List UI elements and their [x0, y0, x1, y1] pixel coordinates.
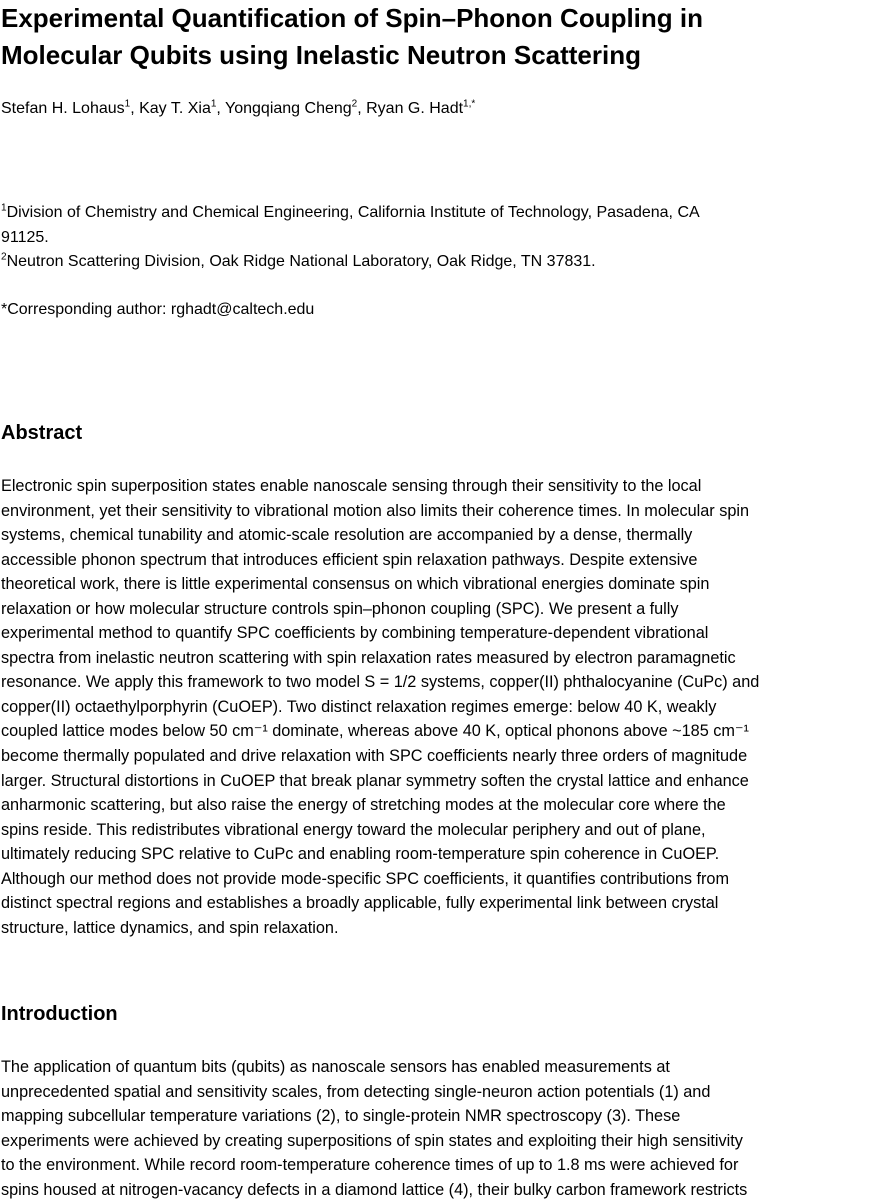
abstract-line: environment, yet their sensitivity to vibrational motion also limits their coherence times. In molecular spin: [1, 501, 749, 520]
abstract-line: distinct spectral regions and establishes a broadly applicable, fully experimental link between crystal: [1, 894, 719, 913]
introduction-heading: Introduction: [1, 1003, 118, 1025]
corresponding-author: *Corresponding author: rghadt@caltech.edu: [1, 301, 315, 318]
author-separator: ,: [216, 100, 226, 117]
abstract-line: spectra from inelastic neutron scattering with spin relaxation rates measured by electron paramagnetic: [1, 648, 736, 667]
introduction-line: spins housed at nitrogen-vacancy defects in a diamond lattice (4), their bulky carbon framework restricts: [1, 1180, 748, 1199]
author-affiliation-mark: 1: [210, 98, 217, 110]
abstract-line: Although our method does not provide mode-specific SPC coefficients, it quantifies contributions from: [1, 869, 730, 888]
abstract-line: structure, lattice dynamics, and spin relaxation.: [1, 918, 339, 937]
abstract-line: experimental method to quantify SPC coefficients by combining temperature-dependent vibrational: [1, 624, 709, 643]
affiliation-text: Division of Chemistry and Chemical Engineering, California Institute of Technology, Pasadena, CA: [6, 204, 700, 221]
abstract-body: [1, 474, 871, 940]
affiliations: [1, 201, 861, 275]
author-separator: ,: [357, 100, 367, 117]
affiliation-2: [1, 250, 861, 275]
title-line: Experimental Quantification of Spin–Phonon Coupling in: [1, 3, 703, 33]
introduction-line: mapping subcellular temperature variations (2), to single-protein NMR spectroscopy (3). These: [1, 1107, 681, 1126]
introduction-line: unprecedented spatial and sensitivity scales, from detecting single-neuron action potentials (1) and: [1, 1082, 711, 1101]
abstract-line: ultimately reducing SPC relative to CuPc and enabling room-temperature spin coherence in CuOEP.: [1, 845, 720, 864]
abstract-line: theoretical work, there is little experimental consensus on which vibrational energies dominate spin: [1, 575, 710, 594]
abstract-line: Electronic spin superposition states enable nanoscale sensing through their sensitivity to the local: [1, 477, 702, 495]
title-line: Molecular Qubits using Inelastic Neutron Scattering: [1, 40, 641, 70]
abstract-line: relaxation or how molecular structure controls spin–phonon coupling (SPC). We present a fully: [1, 599, 679, 618]
affiliation-1: [1, 201, 861, 250]
author-name: Kay T. Xia: [139, 100, 211, 117]
author-list: [1, 98, 475, 120]
author-affiliation-mark: 2: [351, 98, 358, 110]
abstract-line: resonance. We apply this framework to two model S = 1/2 systems, copper(II) phthalocyanine (CuPc) and: [1, 673, 760, 692]
introduction-line: to the environment. While record room-temperature coherence times of up to 1.8 ms were achieved for: [1, 1156, 739, 1175]
affiliation-mark: 1: [1, 202, 7, 214]
author-name: Yongqiang Cheng: [225, 100, 352, 117]
affiliation-text: Neutron Scattering Division, Oak Ridge National Laboratory, Oak Ridge, TN 37831.: [6, 253, 596, 270]
introduction-line: The application of quantum bits (qubits) as nanoscale sensors has enabled measurements at: [1, 1058, 670, 1076]
abstract-line: systems, chemical tunability and atomic-scale resolution are accompanied by a dense, thermally: [1, 526, 693, 545]
abstract-line: spins reside. This redistributes vibrational energy toward the molecular periphery and out of plane,: [1, 820, 706, 839]
abstract-line: coupled lattice modes below 50 cm⁻¹ dominate, whereas above 40 K, optical phonons above ~185 cm⁻¹: [1, 722, 749, 741]
author-name: Stefan H. Lohaus: [1, 100, 125, 117]
affiliation-text: 91125.: [1, 228, 49, 246]
abstract-heading: Abstract: [1, 422, 83, 444]
introduction-body: [1, 1055, 871, 1202]
abstract-line: accessible phonon spectrum that introduces efficient spin relaxation pathways. Despite extensive: [1, 550, 698, 569]
author-separator: ,: [130, 100, 140, 117]
author-affiliation-mark: 1: [124, 98, 131, 110]
affiliation-mark: 2: [1, 251, 7, 263]
abstract-line: become thermally populated and drive relaxation with SPC coefficients nearly three orders of magnitude: [1, 747, 748, 766]
author-affiliation-mark: 1,*: [463, 98, 476, 110]
paper-title: [1, 0, 861, 74]
introduction-line: experiments were achieved by creating superpositions of spin states and exploiting their high sensitivity: [1, 1131, 743, 1150]
abstract-line: anharmonic scattering, but also raise the energy of stretching modes at the molecular core where the: [1, 796, 726, 815]
abstract-line: copper(II) octaethylporphyrin (CuOEP). Two distinct relaxation regimes emerge: below 40 K, weakly: [1, 697, 717, 716]
author-name: Ryan G. Hadt: [366, 100, 464, 117]
abstract-line: larger. Structural distortions in CuOEP that break planar symmetry soften the crystal lattice and enhance: [1, 771, 749, 790]
